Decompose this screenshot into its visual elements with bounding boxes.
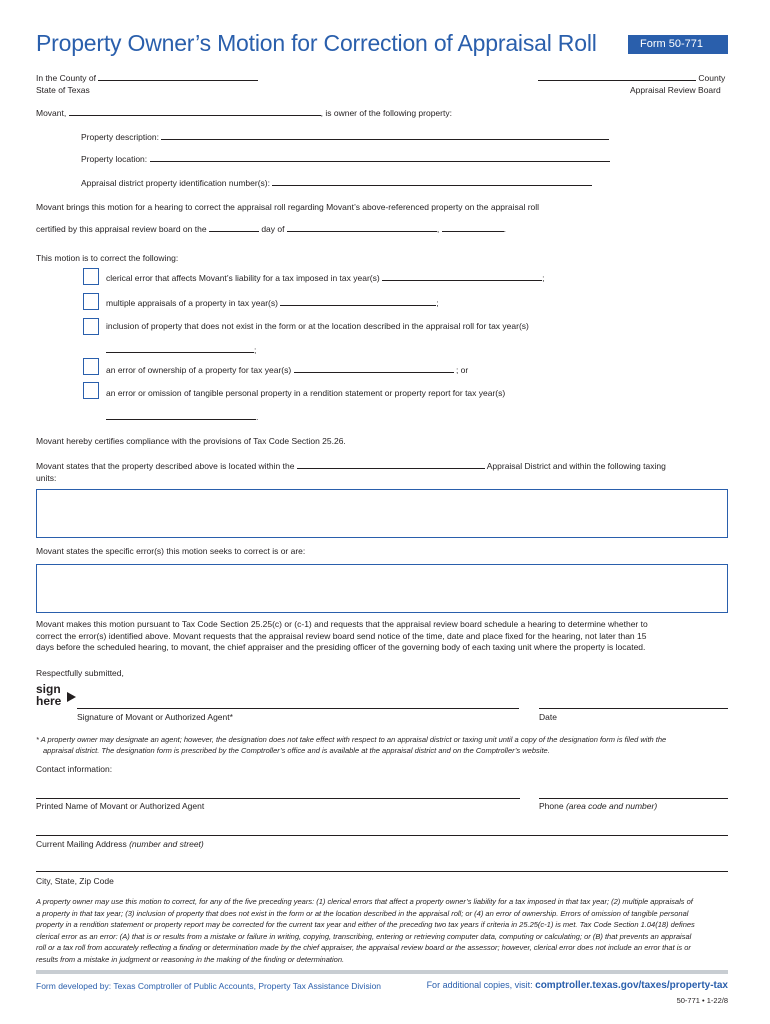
signature-field[interactable] xyxy=(77,708,519,709)
item-ownership-label: an error of ownership of a property for tax year(s) xyxy=(106,365,292,375)
agent-note-line-2: appraisal district. The designation form is prescribed by the Comptroller’s office and is available at the appraisal district and on the Comptroller’s website. xyxy=(43,746,550,755)
motion-line-3: days before the scheduled hearing, to movant, the chief appraiser and the presiding officer of the governing body of each taxing unit where the property is located. xyxy=(36,642,646,652)
county-field[interactable] xyxy=(98,72,258,81)
form-code: 50-771 • 1-22/8 xyxy=(676,996,728,1005)
phone-label: Phone xyxy=(539,801,564,811)
checkbox-multiple-appraisals[interactable] xyxy=(83,293,99,310)
certified-year-field[interactable] xyxy=(442,223,504,232)
date-label: Date xyxy=(539,712,557,722)
footnote-line-5: roll or a tax roll from accurately reflecting a finding or determination made by the chief appraiser, the appraisal review board or the assessor; however, clerical error does not include an error that is or xyxy=(36,943,691,952)
ownership-years-field[interactable] xyxy=(294,364,454,373)
contact-label: Contact information: xyxy=(36,764,113,774)
units-label: units: xyxy=(36,473,57,483)
movant-name-field[interactable] xyxy=(69,107,321,116)
nonexistent-years-field[interactable] xyxy=(106,344,257,355)
movant-suffix: , is owner of the following property: xyxy=(320,108,452,118)
phone-hint: (area code and number) xyxy=(565,801,658,811)
motion-line-1: Movant makes this motion pursuant to Tax Code Section 25.25(c) or (c-1) and requests that the appraisal review board schedule a hearing to determine whether to xyxy=(36,619,648,629)
signature-label: Signature of Movant or Authorized Agent* xyxy=(77,712,233,722)
taxing-units-field[interactable] xyxy=(36,489,728,538)
location-prefix: Movant states that the property described above is located within the xyxy=(36,461,295,471)
appraisal-district-field[interactable] xyxy=(297,460,485,469)
county-suffix: County xyxy=(698,73,726,83)
checkbox-clerical-error[interactable] xyxy=(83,268,99,285)
agent-note-line-1: * A property owner may designate an agent; however, the designation does not take effect with respect to an appraisal district or taxing unit until a copy of the designation form is filed with the xyxy=(36,735,667,744)
hearing-line-2 xyxy=(36,223,506,234)
property-description-field[interactable] xyxy=(161,131,609,140)
here-text: here xyxy=(36,694,62,708)
property-description-label: Property description: xyxy=(81,132,159,142)
checkbox-ownership-error[interactable] xyxy=(83,358,99,375)
certified-day-field[interactable] xyxy=(209,223,259,232)
errors-field[interactable] xyxy=(36,564,728,613)
property-id-label: Appraisal district property identification number(s): xyxy=(81,178,270,188)
item-ownership-error xyxy=(106,364,468,375)
motion-paragraph xyxy=(36,619,730,654)
property-description-row xyxy=(81,131,609,142)
footer-divider xyxy=(36,970,728,974)
mailing-label: Current Mailing Address xyxy=(36,839,127,849)
property-id-field[interactable] xyxy=(272,177,592,186)
item-clerical-label: clerical error that affects Movant’s liability for a tax imposed in tax year(s) xyxy=(106,273,380,283)
rendition-years-field[interactable] xyxy=(106,411,259,422)
additional-copies xyxy=(427,980,728,991)
arb-label: Appraisal Review Board xyxy=(630,85,721,95)
corrections-intro: This motion is to correct the following: xyxy=(36,253,179,263)
footnote-line-4: clerical error as an error: (A) that is or results from a mistake or failure in writing, copying, transcribing, entering or retrieving computer data, computing or calculating; or (B) that prevents an appraisal xyxy=(36,931,692,941)
sign-text: sign xyxy=(36,682,61,696)
certified-month-field[interactable] xyxy=(287,223,440,234)
compliance-statement: Movant hereby certifies compliance with the provisions of Tax Code Section 25.26. xyxy=(36,436,346,446)
sign-arrow-icon xyxy=(67,692,76,702)
comptroller-link[interactable]: comptroller.texas.gov/taxes/property-tax xyxy=(535,980,728,991)
respectfully-submitted: Respectfully submitted, xyxy=(36,668,124,678)
mailing-address-field[interactable] xyxy=(36,835,728,836)
period: . xyxy=(503,224,506,234)
footnote-line-2: a property in that tax year; (3) inclusion of property that does not exist in the form or at the location described in the appraisal roll; or (4) an error of ownership. Errors of omission of tangible personal xyxy=(36,908,689,918)
arb-county-row xyxy=(538,72,725,83)
errors-label: Movant states the specific error(s) this motion seeks to correct is or are: xyxy=(36,546,306,556)
nonexistent-years-row xyxy=(106,344,256,355)
item-nonexistent-property: inclusion of property that does not exist in the form or at the location described in the appraisal roll for tax year(s) xyxy=(106,321,529,331)
item-end: ; xyxy=(542,273,545,283)
location-row xyxy=(36,460,666,471)
motion-line-2: correct the error(s) identified above. Movant requests that the appraisal review board send notice of the time, date and place fixed for the hearing, not later than 15 xyxy=(36,630,647,641)
mailing-hint: (number and street) xyxy=(129,839,204,849)
footnote xyxy=(36,896,736,965)
footnote-line-1: A property owner may use this motion to correct, for any of the five preceding years: (1) clerical errors that affect a property owner’s liability for a tax imposed in that tax year; (2) multiple appraisals of xyxy=(36,897,693,906)
form-title: Property Owner’s Motion for Correction of Appraisal Roll xyxy=(36,30,597,56)
location-suffix: Appraisal District and within the following taxing xyxy=(486,461,666,471)
item-end: . xyxy=(256,412,259,422)
county-label: In the County of xyxy=(36,73,97,83)
property-id-row xyxy=(81,177,592,188)
state-label: State of Texas xyxy=(36,85,90,95)
comma: , xyxy=(436,224,440,234)
hearing-line-1: Movant brings this motion for a hearing to correct the appraisal roll regarding Movant’s above-referenced property on the appraisal roll xyxy=(36,202,540,212)
printed-name-label: Printed Name of Movant or Authorized Agent xyxy=(36,801,205,811)
county-row xyxy=(36,72,258,83)
phone-field[interactable] xyxy=(539,798,728,799)
sign-here-marker xyxy=(36,683,88,707)
printed-name-field[interactable] xyxy=(36,798,520,799)
agent-note xyxy=(36,734,736,756)
day-of-label: day of xyxy=(261,224,285,234)
checkbox-nonexistent-property[interactable] xyxy=(83,318,99,335)
movant-label: Movant, xyxy=(36,108,67,118)
city-state-zip-label: City, State, Zip Code xyxy=(36,876,114,886)
footnote-line-3: property in a rendition statement or property report may be corrected for the current tax year and either of the preceding two tax years if criteria in 25.25(c-1) is met. Tax Code Section 1.04(18) defines xyxy=(36,920,695,929)
developed-by: Form developed by: Texas Comptroller of Public Accounts, Property Tax Assistance Division xyxy=(36,981,382,991)
movant-row xyxy=(36,107,452,118)
certified-label: certified by this appraisal review board on the xyxy=(36,224,207,234)
property-location-row xyxy=(81,153,610,164)
mailing-label-row xyxy=(36,839,204,849)
phone-label-row xyxy=(539,801,657,811)
date-field[interactable] xyxy=(539,708,728,709)
property-location-field[interactable] xyxy=(150,153,610,162)
rendition-years-row xyxy=(106,411,258,422)
checkbox-rendition-error[interactable] xyxy=(83,382,99,399)
item-end: ; or xyxy=(455,365,469,375)
item-end: ; xyxy=(254,345,257,355)
clerical-years-field[interactable] xyxy=(382,272,545,283)
footnote-line-6: results from a mistake in judgment or reasoning in the making of the finding or determination. xyxy=(36,954,345,964)
form-number-badge: Form 50-771 xyxy=(628,35,728,54)
property-location-label: Property location: xyxy=(81,154,148,164)
item-multiple-label: multiple appraisals of a property in tax year(s) xyxy=(106,298,278,308)
item-end: ; xyxy=(436,298,439,308)
item-clerical-error xyxy=(106,272,544,283)
city-state-zip-field[interactable] xyxy=(36,871,728,872)
item-rendition-error: an error or omission of tangible personal property in a rendition statement or property report for tax year(s) xyxy=(106,388,506,398)
arb-county-field[interactable] xyxy=(538,72,696,81)
item-multiple-appraisals xyxy=(106,297,439,308)
copies-prefix: For additional copies, visit: xyxy=(426,980,533,990)
multiple-years-field[interactable] xyxy=(280,297,439,308)
